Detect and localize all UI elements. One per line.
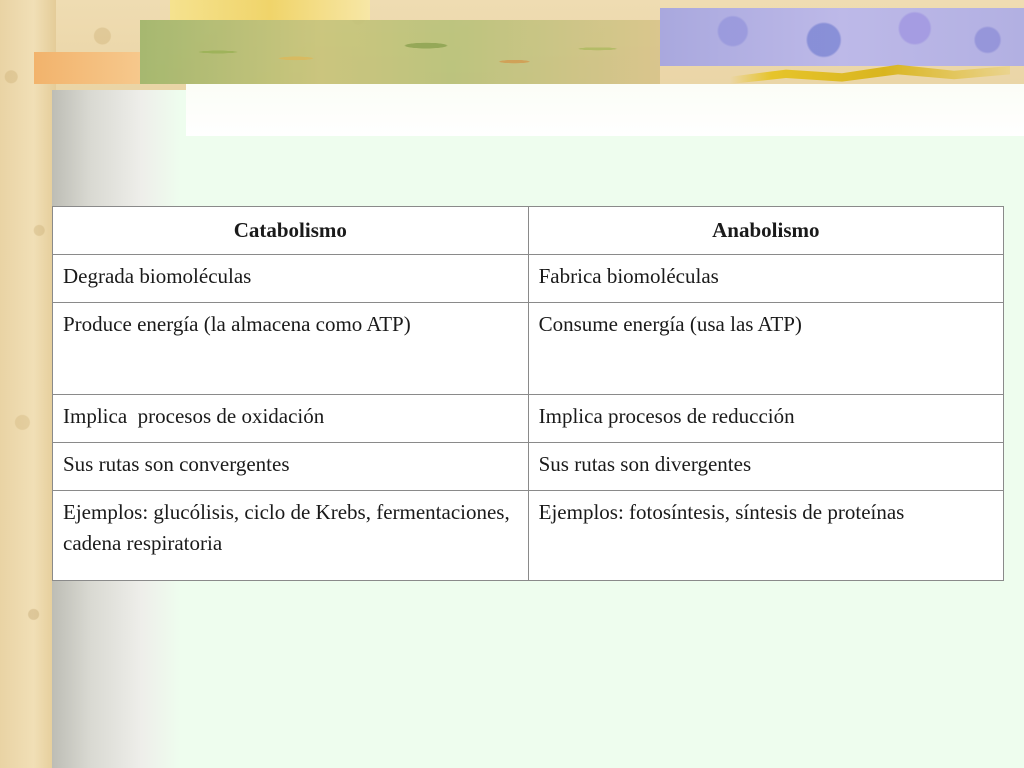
orange-decoration: [34, 52, 140, 84]
leaf-banner-image: [140, 20, 660, 84]
cell-anabolismo: Sus rutas son divergentes: [528, 443, 1003, 491]
cell-anabolismo: Implica procesos de reducción: [528, 395, 1003, 443]
cell-catabolismo: Sus rutas son convergentes: [53, 443, 529, 491]
cell-catabolismo: Produce energía (la almacena como ATP): [53, 303, 529, 395]
cell-catabolismo: Implica procesos de oxidación: [53, 395, 529, 443]
table-row: [53, 303, 1004, 395]
cell-catabolismo: Ejemplos: glucólisis, ciclo de Krebs, fermentaciones, cadena respiratoria: [53, 491, 529, 581]
cell-anabolismo: Consume energía (usa las ATP): [528, 303, 1003, 395]
flower-banner-image: [660, 8, 1024, 66]
gold-decoration: [170, 0, 370, 20]
table-row: [53, 443, 1004, 491]
cell-catabolismo: Degrada biomoléculas: [53, 255, 529, 303]
cell-anabolismo: Ejemplos: fotosíntesis, síntesis de proteínas: [528, 491, 1003, 581]
comparison-table: [52, 206, 1004, 581]
table-header-row: [53, 207, 1004, 255]
header-anabolismo: Anabolismo: [528, 207, 1003, 255]
cell-anabolismo: Fabrica biomoléculas: [528, 255, 1003, 303]
header-catabolismo: Catabolismo: [53, 207, 529, 255]
table-row: [53, 395, 1004, 443]
header-panel: [186, 84, 1024, 136]
table-row: [53, 255, 1004, 303]
table-row: [53, 491, 1004, 581]
parchment-left-strip: [0, 0, 56, 768]
